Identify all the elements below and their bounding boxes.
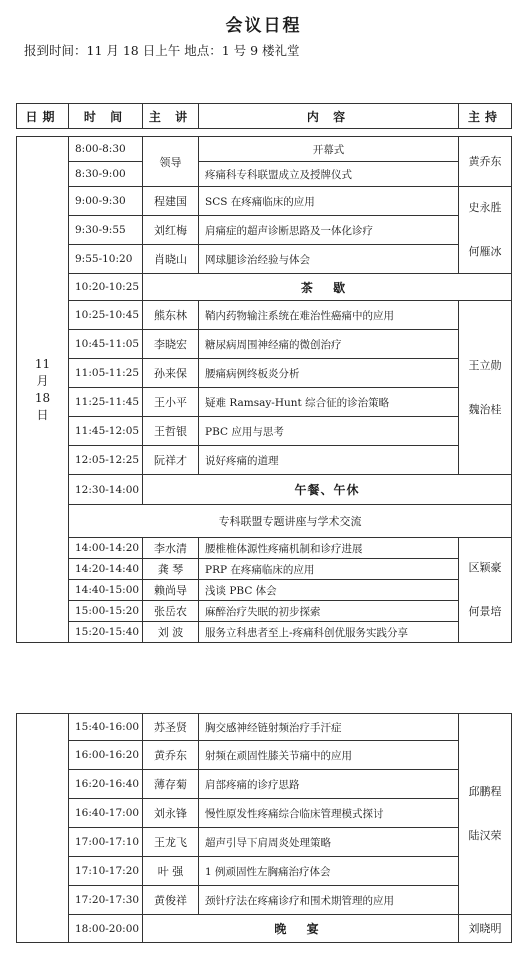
page-title: 会议日程 [225,16,302,36]
table-row: 10:45-11:05 李晓宏 糖尿病周围神经痛的微创治疗 [17,330,512,359]
table-row: 11:25-11:45 王小平 疑难 Ramsay-Hunt 综合征的诊治策略 [17,388,512,417]
table-row: 10:20-10:25 茶 歇 [17,274,512,301]
table-row: 17:00-17:10 王龙飞 超声引导下肩周炎处理策略 [17,828,512,857]
host-cell: 区颖豪 何景培 [459,538,512,643]
checkin-info: 报到时间：11 月 18 日上午 地点：1 号 9 楼礼堂 [24,43,300,58]
header-speaker: 主 讲 [143,104,199,129]
host-cell: 王立勋 魏治桂 [459,301,512,475]
header-date: 日期 [17,104,69,129]
table-row: 14:00-14:20 李水清 腰椎椎体源性疼痛机制和诊疗进展 区颖豪 何景培 [17,538,512,559]
leader-cell: 领导 [143,137,199,187]
table-row: 8:30-9:00 疼痛科专科联盟成立及授牌仪式 [17,162,512,187]
table-row: 12:30-14:00 午餐、午休 [17,475,512,505]
host-cell: 史永胜 何雁冰 [459,187,512,274]
host-cell: 刘晓明 [459,915,512,943]
table-row: 18:00-20:00 晚 宴 刘晓明 [17,915,512,943]
table-row: 15:40-16:00 苏圣贤 胸交感神经链射频治疗手汗症 邱鹏程 陆汉荣 [17,714,512,741]
opening-ceremony: 开幕式 [199,137,459,162]
table-row: 17:20-17:30 黄俊祥 颈针疗法在疼痛诊疗和围术期管理的应用 [17,886,512,915]
date-cell-blank [17,714,69,943]
table-row [17,505,512,538]
date-cell: 11 月 18 日 [17,137,69,643]
table-row: 10:25-10:45 熊东林 鞘内药物输注系统在难治性癌痛中的应用 王立勋 魏治桂 [17,301,512,330]
table-header-row [17,104,512,129]
header-host: 主持 [459,104,512,129]
table-row: 16:20-16:40 薄存菊 肩部疼痛的诊疗思路 [17,770,512,799]
table-row: 14:40-15:00 赖尚导 浅谈 PBC 体会 [17,580,512,601]
lunch-break: 午餐、午休 [143,475,512,505]
table-row: 15:20-15:40 刘 波 服务立科患者至上-疼痛科创优服务实践分享 [17,622,512,643]
dinner: 晚 宴 [143,915,459,943]
table-row: 16:40-17:00 刘永锋 慢性原发性疼痛综合临床管理模式探讨 [17,799,512,828]
table-row: 11:05-11:25 孙来保 腰痛病例终板炎分析 [17,359,512,388]
table-row: 11 月 18 日 8:00-8:30 领导 开幕式 黄乔东 [17,137,512,162]
header-time: 时 间 [69,104,143,129]
table-row: 15:00-15:20 张岳农 麻醉治疗失眠的初步探索 [17,601,512,622]
header-content: 内 容 [199,104,459,129]
table-row: 9:30-9:55 刘红梅 肩痛症的超声诊断思路及一体化诊疗 [17,216,512,245]
table-row: 17:10-17:20 叶 强 1 例顽固性左胸痛治疗体会 [17,857,512,886]
table-row: 14:20-14:40 龚 琴 PRP 在疼痛临床的应用 [17,559,512,580]
table-row: 9:55-10:20 肖晓山 网球腿诊治经验与体会 [17,245,512,274]
host-cell: 邱鹏程 陆汉荣 [459,714,512,915]
host-cell: 黄乔东 [459,137,512,187]
session-title: 专科联盟专题讲座与学术交流 [69,505,512,538]
table-row: 16:00-16:20 黄乔东 射频在顽固性膝关节痛中的应用 [17,741,512,770]
table-row: 11:45-12:05 王哲银 PBC 应用与思考 [17,417,512,446]
schedule-table-part1 [16,103,512,643]
table-row: 9:00-9:30 程建国 SCS 在疼痛临床的应用 史永胜 何雁冰 [17,187,512,216]
schedule-table-part2 [16,713,512,943]
tea-break: 茶 歇 [143,274,512,301]
table-row: 12:05-12:25 阮祥才 说好疼痛的道理 [17,446,512,475]
